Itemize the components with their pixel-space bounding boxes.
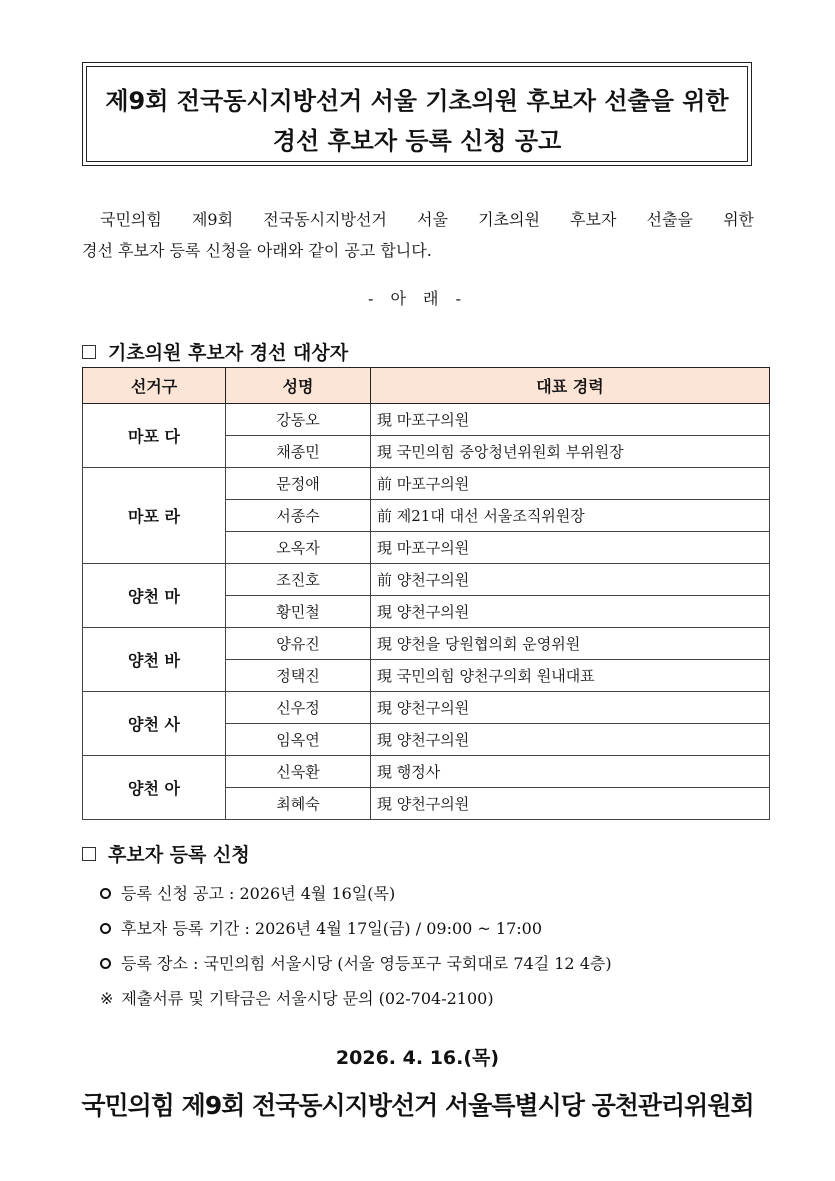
reference-mark-icon: ※	[100, 989, 114, 1008]
title-line-1: 제9회 전국동시지방선거 서울 기초의원 후보자 선출을 위한	[105, 87, 729, 115]
list-item	[100, 911, 612, 946]
header-career: 대표 경력	[371, 368, 770, 404]
registration-period: 후보자 등록 기간 : 2026년 4월 17일(금) / 09:00 ~ 17:00	[121, 919, 543, 938]
career-cell: 前 마포구의원	[371, 468, 770, 500]
table-row	[83, 468, 770, 500]
section-2-title: 후보자 등록 신청	[108, 844, 250, 866]
career-cell: 現 마포구의원	[371, 404, 770, 436]
name-cell: 신욱환	[226, 756, 371, 788]
intro-paragraph	[82, 204, 754, 266]
table-row	[83, 564, 770, 596]
district-cell: 양천 바	[83, 628, 226, 692]
career-cell: 現 국민의힘 양천구의회 원내대표	[371, 660, 770, 692]
registration-location: 등록 장소 : 국민의힘 서울시당 (서울 영등포구 국회대로 74길 12 4층)	[121, 954, 612, 973]
list-item	[100, 946, 612, 981]
table-row	[83, 628, 770, 660]
district-cell: 양천 사	[83, 692, 226, 756]
name-cell: 채종민	[226, 436, 371, 468]
table-header-row	[83, 368, 770, 404]
table-row	[83, 756, 770, 788]
name-cell: 황민철	[226, 596, 371, 628]
subheading: - 아 래 -	[368, 289, 467, 308]
registration-list	[100, 876, 612, 1016]
circle-bullet-icon	[100, 923, 111, 934]
name-cell: 조진호	[226, 564, 371, 596]
name-cell: 양유진	[226, 628, 371, 660]
name-cell: 최혜숙	[226, 788, 371, 820]
section-1-title: 기초의원 후보자 경선 대상자	[108, 342, 349, 364]
name-cell: 신우정	[226, 692, 371, 724]
circle-bullet-icon	[100, 958, 111, 969]
announcement-date: 2026. 4. 16.(목)	[335, 1047, 500, 1069]
career-cell: 現 양천구의원	[371, 596, 770, 628]
district-cell: 양천 마	[83, 564, 226, 628]
header-district: 선거구	[83, 368, 226, 404]
registration-notice-date: 등록 신청 공고 : 2026년 4월 16일(목)	[121, 884, 396, 903]
career-cell: 現 마포구의원	[371, 532, 770, 564]
name-cell: 서종수	[226, 500, 371, 532]
career-cell: 前 제21대 대선 서울조직위원장	[371, 500, 770, 532]
section-1-heading	[82, 338, 348, 365]
career-cell: 前 양천구의원	[371, 564, 770, 596]
name-cell: 정택진	[226, 660, 371, 692]
career-cell: 現 양천구의원	[371, 692, 770, 724]
title-line-2: 경선 후보자 등록 신청 공고	[272, 127, 562, 155]
checkbox-square-icon	[82, 345, 96, 359]
title-box	[82, 62, 752, 166]
district-cell: 마포 다	[83, 404, 226, 468]
career-cell: 現 양천구의원	[371, 724, 770, 756]
header-name: 성명	[226, 368, 371, 404]
district-cell: 양천 아	[83, 756, 226, 820]
name-cell: 문정애	[226, 468, 371, 500]
title-inner-frame	[86, 66, 748, 162]
candidate-table	[82, 367, 770, 820]
intro-line-2: 경선 후보자 등록 신청을 아래와 같이 공고 합니다.	[82, 241, 432, 260]
career-cell: 現 행정사	[371, 756, 770, 788]
list-item	[100, 981, 612, 1016]
list-item	[100, 876, 612, 911]
career-cell: 現 양천구의원	[371, 788, 770, 820]
name-cell: 강동오	[226, 404, 371, 436]
section-2-heading	[82, 840, 250, 867]
issuing-organization: 국민의힘 제9회 전국동시지방선거 서울특별시당 공천관리위원회	[81, 1091, 754, 1120]
district-cell: 마포 라	[83, 468, 226, 564]
name-cell: 임옥연	[226, 724, 371, 756]
name-cell: 오옥자	[226, 532, 371, 564]
inquiry-note: 제출서류 및 기탁금은 서울시당 문의 (02-704-2100)	[121, 989, 494, 1008]
career-cell: 現 국민의힘 중앙청년위원회 부위원장	[371, 436, 770, 468]
intro-line-1: 국민의힘 제9회 전국동시지방선거 서울 기초의원 후보자 선출을 위한	[100, 210, 754, 229]
career-cell: 現 양천을 당원협의회 운영위원	[371, 628, 770, 660]
checkbox-square-icon	[82, 847, 96, 861]
table-row	[83, 692, 770, 724]
table-row	[83, 404, 770, 436]
circle-bullet-icon	[100, 888, 111, 899]
